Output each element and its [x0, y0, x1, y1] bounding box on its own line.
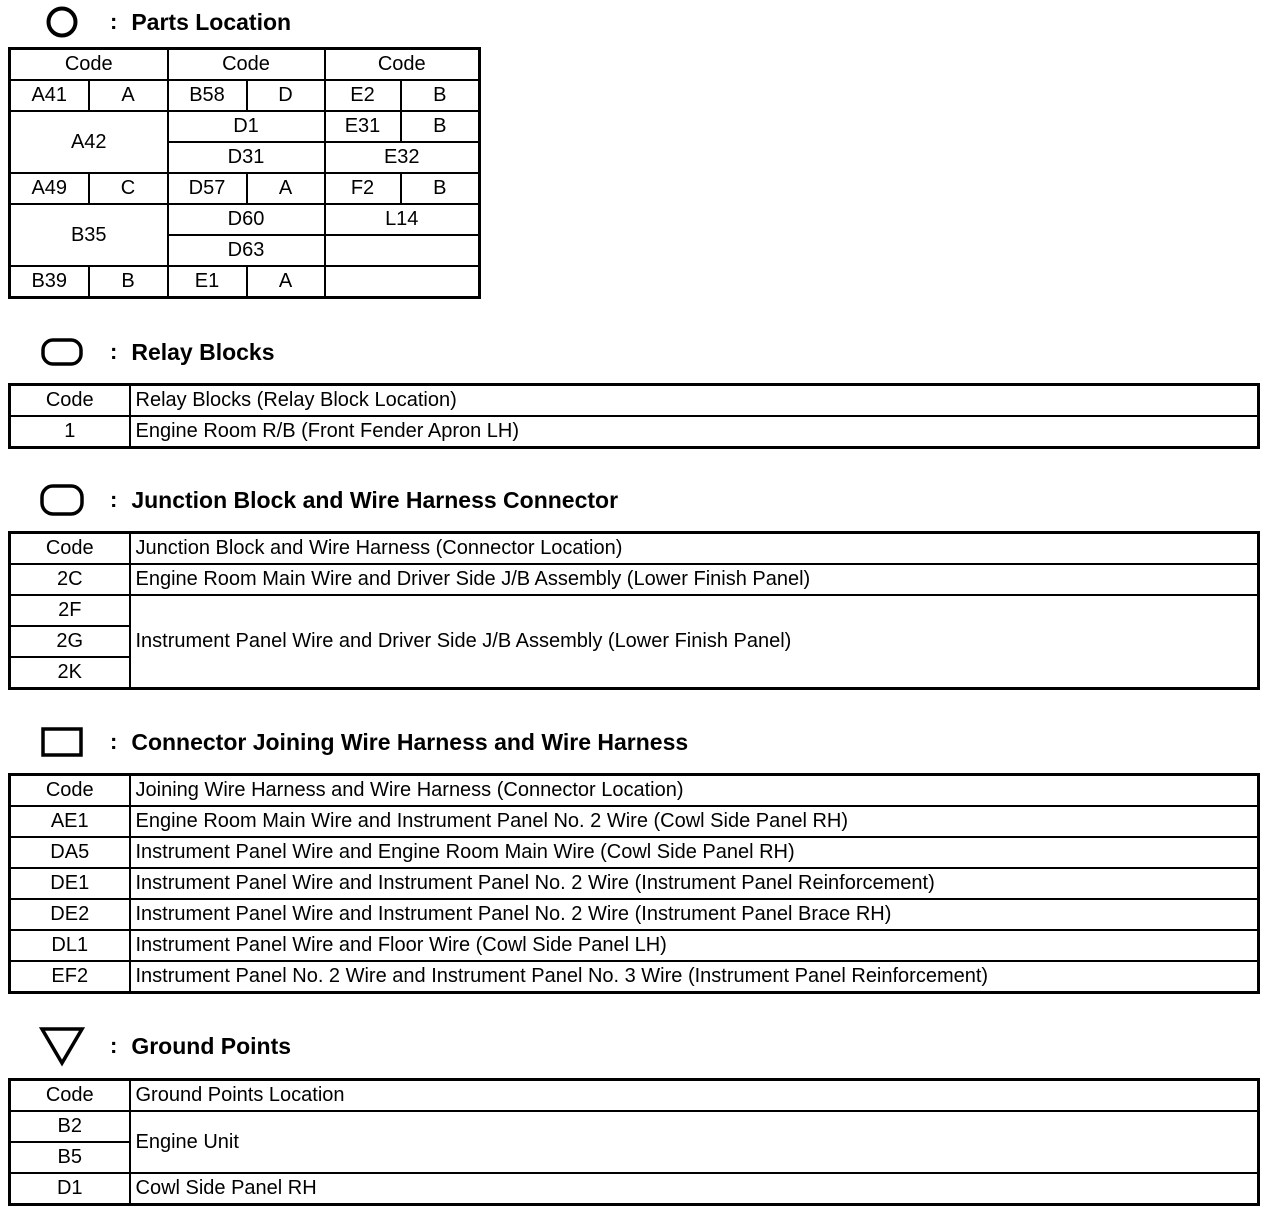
empty-cell: [325, 235, 480, 266]
code-cell: F2: [325, 173, 401, 204]
code-cell: EF2: [10, 961, 130, 993]
description-cell: Instrument Panel Wire and Engine Room Main Wire (Cowl Side Panel RH): [130, 837, 1259, 868]
code-cell: E31: [325, 111, 401, 142]
code-cell: E2: [325, 80, 401, 111]
code-cell: DL1: [10, 930, 130, 961]
code-cell: DE1: [10, 868, 130, 899]
description-cell: Engine Room R/B (Front Fender Apron LH): [130, 416, 1259, 448]
description-cell: Instrument Panel No. 2 Wire and Instrument Panel No. 3 Wire (Instrument Panel Reinforcement): [130, 961, 1259, 993]
connector-joining-heading: [36, 722, 688, 762]
code-cell: B2: [10, 1111, 130, 1142]
header-cell: Code: [10, 49, 168, 81]
header-cell: Code: [325, 49, 480, 81]
header-description: Joining Wire Harness and Wire Harness (Connector Location): [130, 775, 1259, 807]
separator-colon: :: [110, 339, 118, 364]
section-title: Parts Location: [131, 8, 292, 35]
table-header-row: [10, 533, 1259, 565]
location-cell: B: [89, 266, 168, 298]
location-cell: B: [401, 80, 480, 111]
table-row: [10, 806, 1259, 837]
location-cell: A: [247, 266, 325, 298]
code-cell: B39: [10, 266, 89, 298]
header-cell: Code: [168, 49, 325, 81]
code-cell: A49: [10, 173, 89, 204]
location-cell: C: [89, 173, 168, 204]
table-row: [10, 173, 480, 204]
table-row: [10, 837, 1259, 868]
section-title: Ground Points: [131, 1032, 292, 1059]
code-cell: A41: [10, 80, 89, 111]
table-row: [10, 899, 1259, 930]
code-cell: 2C: [10, 564, 130, 595]
empty-cell: [325, 266, 480, 298]
description-cell: Instrument Panel Wire and Instrument Panel No. 2 Wire (Instrument Panel Reinforcement): [130, 868, 1259, 899]
description-cell: Instrument Panel Wire and Driver Side J/B Assembly (Lower Finish Panel): [130, 595, 1259, 689]
description-cell: Engine Room Main Wire and Instrument Panel No. 2 Wire (Cowl Side Panel RH): [130, 806, 1259, 837]
code-cell: L14: [325, 204, 480, 235]
code-cell: D60: [168, 204, 325, 235]
code-cell: B5: [10, 1142, 130, 1173]
location-cell: D: [247, 80, 325, 111]
table-row: [10, 1173, 1259, 1205]
section-title: Junction Block and Wire Harness Connector: [131, 486, 619, 513]
section-title: Relay Blocks: [131, 338, 275, 365]
rounded-rect-icon: [36, 332, 88, 372]
location-cell: B: [401, 111, 480, 142]
table-row: [10, 1111, 1259, 1142]
table-row: [10, 204, 480, 235]
separator-colon: :: [110, 9, 118, 34]
relay-blocks-table: [8, 383, 1260, 449]
code-cell: 2G: [10, 626, 130, 657]
square-icon: [36, 722, 88, 762]
junction-block-heading: [36, 480, 618, 520]
table-row: [10, 266, 480, 298]
table-row: [10, 868, 1259, 899]
ground-points-heading: [36, 1026, 291, 1066]
code-cell: AE1: [10, 806, 130, 837]
code-cell: D1: [168, 111, 325, 142]
code-cell: A42: [10, 111, 168, 173]
section-title: Connector Joining Wire Harness and Wire Harness: [131, 728, 689, 755]
connector-joining-table: [8, 773, 1260, 994]
ground-points-table: [8, 1078, 1260, 1206]
parts-location-heading: [36, 2, 291, 42]
location-cell: A: [89, 80, 168, 111]
table-header-row: [10, 385, 1259, 417]
parts-location-table: [8, 47, 481, 299]
triangle-down-icon: [36, 1026, 88, 1066]
table-row: [10, 416, 1259, 448]
junction-block-table: [8, 531, 1260, 690]
relay-blocks-heading: [36, 332, 275, 372]
table-header-row: [10, 1080, 1259, 1112]
table-row: [10, 80, 480, 111]
header-code: Code: [10, 775, 130, 807]
code-cell: E1: [168, 266, 247, 298]
location-cell: A: [247, 173, 325, 204]
location-cell: B: [401, 173, 480, 204]
rounded-box-icon: [36, 480, 88, 520]
header-description: Relay Blocks (Relay Block Location): [130, 385, 1259, 417]
code-cell: D1: [10, 1173, 130, 1205]
code-cell: D57: [168, 173, 247, 204]
table-row: [10, 564, 1259, 595]
code-cell: 2F: [10, 595, 130, 626]
separator-colon: :: [110, 729, 118, 754]
circle-icon: [36, 2, 88, 42]
description-cell: Instrument Panel Wire and Instrument Panel No. 2 Wire (Instrument Panel Brace RH): [130, 899, 1259, 930]
code-cell: DE2: [10, 899, 130, 930]
description-cell: Engine Room Main Wire and Driver Side J/B Assembly (Lower Finish Panel): [130, 564, 1259, 595]
code-cell: DA5: [10, 837, 130, 868]
header-code: Code: [10, 533, 130, 565]
code-cell: 2K: [10, 657, 130, 689]
table-row: [10, 961, 1259, 993]
code-cell: D31: [168, 142, 325, 173]
header-description: Ground Points Location: [130, 1080, 1259, 1112]
table-row: [10, 930, 1259, 961]
code-cell: B35: [10, 204, 168, 266]
separator-colon: :: [110, 1033, 118, 1058]
description-cell: Instrument Panel Wire and Floor Wire (Cowl Side Panel LH): [130, 930, 1259, 961]
header-code: Code: [10, 1080, 130, 1112]
header-code: Code: [10, 385, 130, 417]
code-cell: B58: [168, 80, 247, 111]
header-description: Junction Block and Wire Harness (Connector Location): [130, 533, 1259, 565]
table-header-row: [10, 775, 1259, 807]
table-row: [10, 111, 480, 142]
code-cell: E32: [325, 142, 480, 173]
table-row: [10, 595, 1259, 626]
separator-colon: :: [110, 487, 118, 512]
description-cell: Cowl Side Panel RH: [130, 1173, 1259, 1205]
table-header-row: [10, 49, 480, 81]
code-cell: 1: [10, 416, 130, 448]
code-cell: D63: [168, 235, 325, 266]
description-cell: Engine Unit: [130, 1111, 1259, 1173]
